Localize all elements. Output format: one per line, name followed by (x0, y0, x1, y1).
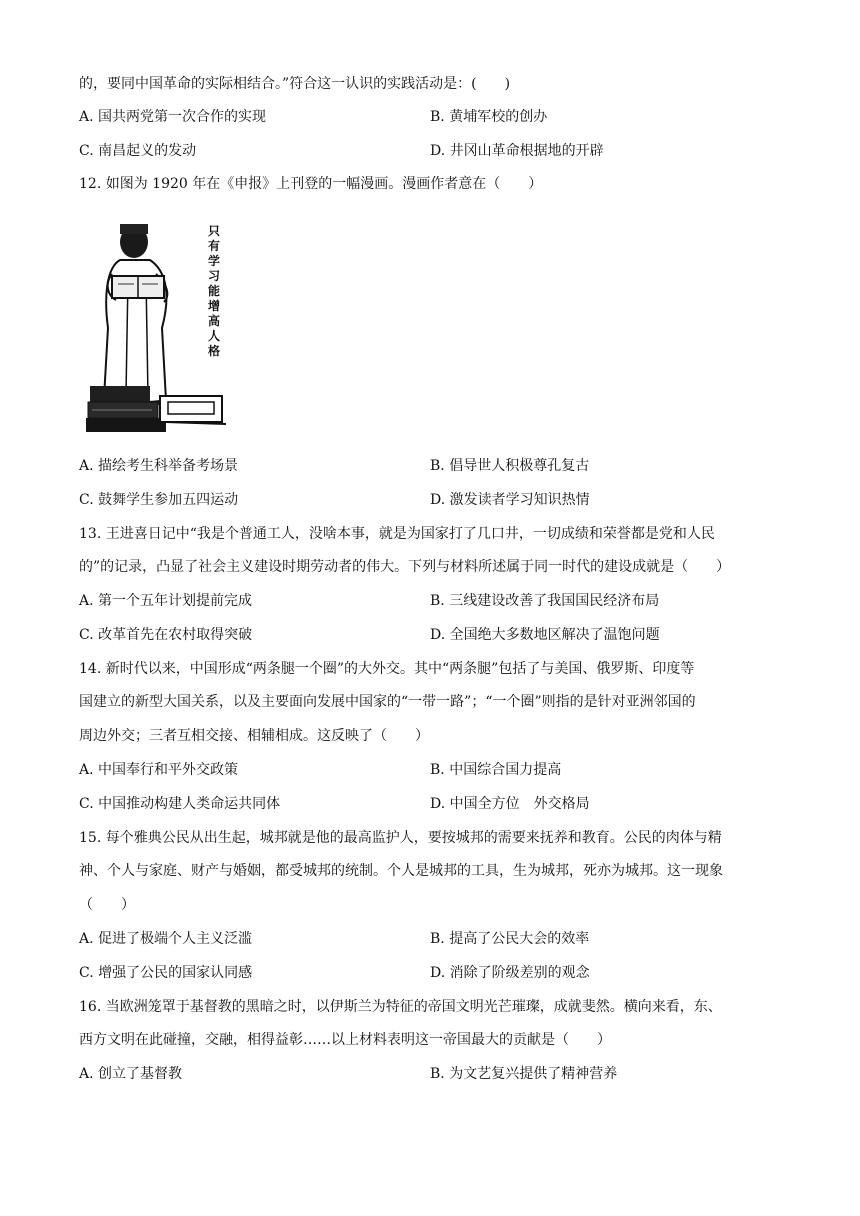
caption-char: 能 (207, 284, 220, 298)
caption-char: 格 (207, 344, 220, 358)
q15-option-d[interactable]: D. 消除了阶级差别的观念 (430, 965, 590, 981)
q14-stem-line2: 国建立的新型大国关系，以及主要面向发展中国家的“一带一路”；“一个圈”则指的是针对亚洲邻国的 (79, 694, 696, 710)
q14-option-c[interactable]: C. 中国推动构建人类命运共同体 (79, 796, 281, 812)
caption-char: 习 (207, 269, 220, 283)
q13-option-c[interactable]: C. 改革首先在农村取得突破 (79, 627, 253, 643)
q11-option-a[interactable]: A. 国共两党第一次合作的实现 (79, 109, 267, 125)
q11-option-d[interactable]: D. 井冈山革命根据地的开辟 (430, 143, 604, 159)
caption-char: 增 (207, 299, 220, 313)
q13-stem-line1: 13. 王进喜日记中“我是个普通工人，没啥本事，就是为国家打了几口井，一切成绩和荣誉都是党和人民 (79, 526, 715, 542)
q13-option-b[interactable]: B. 三线建设改善了我国国民经济布局 (430, 593, 660, 609)
q15-option-c[interactable]: C. 增强了公民的国家认同感 (79, 965, 253, 981)
q16-stem-line1: 16. 当欧洲笼罩于基督教的黑暗之时，以伊斯兰为特征的帝国文明光芒璀璨，成就斐然。横向来看，东、 (79, 999, 722, 1015)
caption-char: 只 (207, 224, 220, 238)
q15-option-a[interactable]: A. 促进了极端个人主义泛滥 (79, 931, 253, 947)
cartoon-caption (205, 224, 223, 359)
caption-char: 高 (207, 314, 220, 328)
q12-option-d[interactable]: D. 激发读者学习知识热情 (430, 492, 590, 508)
q13-option-a[interactable]: A. 第一个五年计划提前完成 (79, 593, 253, 609)
q14-stem-line1: 14. 新时代以来，中国形成“两条腿一个圈”的大外交。其中“两条腿”包括了与美国、俄罗斯、印度等 (79, 661, 695, 677)
q11-stem-tail: 的，要同中国革命的实际相结合。”符合这一认识的实践活动是：( ) (79, 76, 511, 92)
q16-option-b[interactable]: B. 为文艺复兴提供了精神营养 (430, 1066, 618, 1082)
q15-stem-line2: 神、个人与家庭、财产与婚姻，都受城邦的统制。个人是城邦的工具，生为城邦，死亦为城邦。这一现象 (79, 863, 723, 879)
q12-stem: 12. 如图为 1920 年在《申报》上刊登的一幅漫画。漫画作者意在（ ） (79, 176, 543, 192)
q14-stem-line3: 周边外交；三者互相交接、相辅相成。这反映了（ ） (79, 728, 429, 744)
q15-stem-line1: 15. 每个雅典公民从出生起，城邦就是他的最高监护人，要按城邦的需要来抚养和教育。公民的肉体与精 (79, 830, 722, 846)
caption-char: 人 (207, 329, 220, 343)
q15-option-b[interactable]: B. 提高了公民大会的效率 (430, 931, 590, 947)
q16-option-a[interactable]: A. 创立了基督教 (79, 1066, 183, 1082)
caption-char: 有 (207, 239, 220, 253)
q11-option-b[interactable]: B. 黄埔军校的创办 (430, 109, 548, 125)
q12-option-b[interactable]: B. 倡导世人积极尊孔复古 (430, 458, 590, 474)
q14-option-d[interactable]: D. 中国全方位 外交格局 (430, 796, 590, 812)
q16-stem-line2: 西方文明在此碰撞，交融，相得益彰……以上材料表明这一帝国最大的贡献是（ ） (79, 1032, 611, 1048)
q14-option-b[interactable]: B. 中国综合国力提高 (430, 762, 562, 778)
q12-option-a[interactable]: A. 描绘考生科举备考场景 (79, 458, 239, 474)
q14-option-a[interactable]: A. 中国奉行和平外交政策 (79, 762, 239, 778)
caption-char: 学 (207, 254, 220, 268)
q12-option-c[interactable]: C. 鼓舞学生参加五四运动 (79, 492, 239, 508)
q13-option-d[interactable]: D. 全国绝大多数地区解决了温饱问题 (430, 627, 660, 643)
q15-stem-line3: （ ） (79, 897, 135, 913)
q13-stem-line2: 的”的记录，凸显了社会主义建设时期劳动者的伟大。下列与材料所述属于同一时代的建设成就是（ ） (79, 559, 731, 575)
q11-option-c[interactable]: C. 南昌起义的发动 (79, 143, 197, 159)
